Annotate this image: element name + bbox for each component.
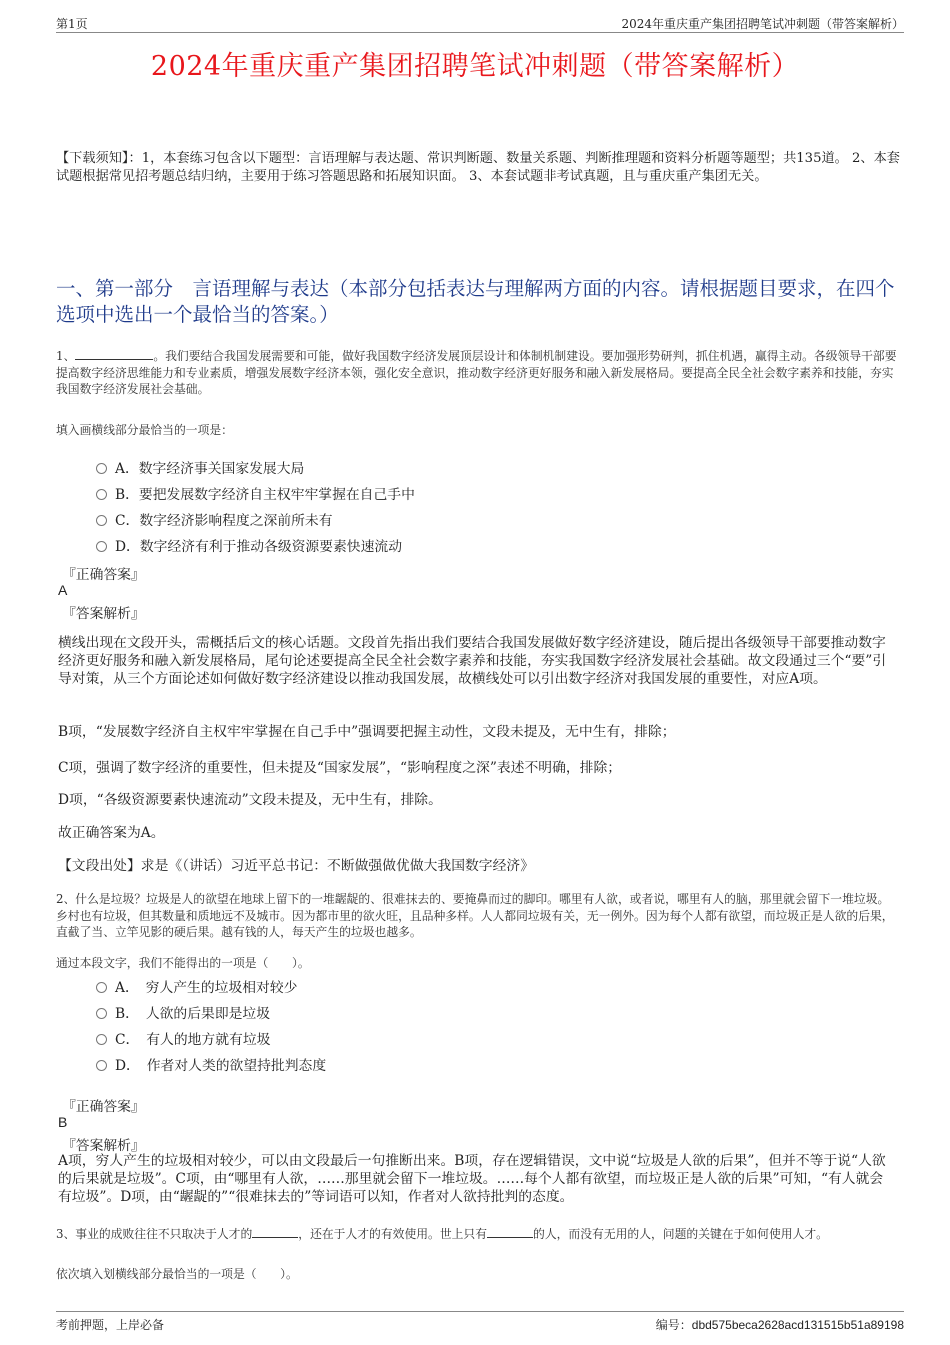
radio-icon[interactable] <box>96 515 107 526</box>
question-1-text <box>56 348 901 398</box>
question-1-body: 。我们要结合我国发展需要和可能，做好我国数字经济发展顶层设计和体制机制建设。要加强形势研判，抓住机遇，赢得主动。各级领导干部要提高数字经济思维能力和专业素质，增强发展数字经济本领，强化安全意识，推动数字经济更好服务和融入新发展格局。要提高全民全社会数字素养和技能，夯实我国数字经济发展社会基础。 <box>56 349 897 396</box>
question-1-prompt: 填入画横线部分最恰当的一项是： <box>56 423 233 437</box>
q1-source: 【文段出处】求是《（讲话）习近平总书记：不断做强做优做大我国数字经济》 <box>58 858 534 874</box>
page-header <box>56 14 904 33</box>
q2-analysis-paragraph: A项，穷人产生的垃圾相对较少，可以由文段最后一句推断出来。B项，存在逻辑错误，文中说“垃圾是人欲的后果”，但并不等于说“人欲的后果就是垃圾”。C项，由“哪里有人欲，……那里就会留下一堆垃圾。……每个人都有欲望，而垃圾正是人欲的后果”可知，“有人就会有垃圾”。D项，由“龌龊的”“很难抹去的”等词语可以知，作者对人欲持批判的态度。 <box>58 1153 886 1205</box>
radio-icon[interactable] <box>96 489 107 500</box>
q1-analysis-b: B项，“发展数字经济自主权牢牢掌握在自己手中”强调要把握主动性，文段未提及，无中生有，排除； <box>58 724 676 740</box>
footer-code: 编号：dbd575beca2628acd131515b51a89198 <box>655 1318 904 1332</box>
q1-answer: A <box>58 582 68 598</box>
q2-option-b[interactable]: B． 人欲的后果即是垃圾 <box>96 1002 270 1022</box>
page-footer <box>56 1311 904 1332</box>
q1-analysis-paragraph: 横线出现在文段开头，需概括后文的核心话题。文段首先指出我们要结合我国发展做好数字经济建设，随后提出各级领导干部要推动数字经济更好服务和融入新发展格局，尾句论述要提高全民全社会数字素养和技能，夯实我国数字经济发展社会基础。故文段通过三个“要”引导对策，从三个方面论述如何做好数字经济建设以推动我国发展，故横线处可以引出数字经济对我国发展的重要性，对应A项。 <box>58 635 887 687</box>
answer-blank <box>75 348 153 360</box>
q2-answer: B <box>58 1114 68 1130</box>
answer-blank <box>487 1226 533 1238</box>
radio-icon[interactable] <box>96 463 107 474</box>
q1-conclusion: 故正确答案为A。 <box>58 825 165 841</box>
q1-analysis-label: 『答案解析』 <box>62 606 145 622</box>
question-2-text: 2、什么是垃圾？垃圾是人的欲望在地球上留下的一堆龌龊的、很难抹去的、要掩鼻而过的脚印。哪里有人欲，或者说，哪里有人的脑，那里就会留下一堆垃圾。乡村也有垃圾，但其数量和质地远不及城市。因为都市里的欲火旺，且品种多样。人人都同垃圾有关，无一例外。因为每个人都有欲望，而垃圾正是人欲的后果，直截了当、立竿见影的硬后果。越有钱的人，每天产生的垃圾也越多。 <box>56 892 894 939</box>
q2-option-d[interactable]: D． 作者对人类的欲望持批判态度 <box>96 1054 326 1074</box>
q1-option-d[interactable]: D．数字经济有利于推动各级资源要素快速流动 <box>96 535 402 555</box>
q1-analysis-d: D项，“各级资源要素快速流动”文段未提及，无中生有，排除。 <box>58 792 442 808</box>
question-2-prompt: 通过本段文字，我们不能得出的一项是（ ）。 <box>56 956 310 970</box>
q2-analysis-label: 『答案解析』 <box>62 1138 145 1154</box>
q2-correct-label: 『正确答案』 <box>62 1099 145 1115</box>
q1-option-a[interactable]: A．数字经济事关国家发展大局 <box>96 457 304 477</box>
q1-analysis-c: C项，强调了数字经济的重要性，但未提及“国家发展”，“影响程度之深”表述不明确，排除； <box>58 760 622 776</box>
header-doc-title: 2024年重庆重产集团招聘笔试冲刺题（带答案解析） <box>621 17 904 31</box>
section-heading: 一、第一部分 言语理解与表达（本部分包括表达与理解两方面的内容。请根据题目要求，在四个选项中选出一个最恰当的答案。） <box>56 277 895 326</box>
footer-slogan: 考前押题，上岸必备 <box>56 1318 165 1332</box>
q1-option-c[interactable]: C．数字经济影响程度之深前所未有 <box>96 509 333 529</box>
q2-option-c[interactable]: C． 有人的地方就有垃圾 <box>96 1028 270 1048</box>
q1-option-b[interactable]: B．要把发展数字经济自主权牢牢掌握在自己手中 <box>96 483 415 503</box>
document-title: 2024年重庆重产集团招聘笔试冲刺题（带答案解析） <box>150 51 800 82</box>
q1-correct-label: 『正确答案』 <box>62 567 145 583</box>
q2-option-a[interactable]: A． 穷人产生的垃圾相对较少 <box>96 976 297 996</box>
answer-blank <box>252 1226 298 1238</box>
page-number: 第1页 <box>56 17 88 31</box>
radio-icon[interactable] <box>96 982 107 993</box>
radio-icon[interactable] <box>96 541 107 552</box>
question-3-text: 3、事业的成败往往不只取决于人才的 ，还在于人才的有效使用。世上只有 的人，而没有无用的人，问题的关键在于如何使用人才。 <box>56 1227 828 1241</box>
radio-icon[interactable] <box>96 1060 107 1071</box>
question-3-prompt: 依次填入划横线部分最恰当的一项是（ ）。 <box>56 1267 298 1281</box>
radio-icon[interactable] <box>96 1008 107 1019</box>
radio-icon[interactable] <box>96 1034 107 1045</box>
question-1-number: 1、 <box>56 349 76 363</box>
download-notice: 【下载须知】：1，本套练习包含以下题型：言语理解与表达题、常识判断题、数量关系题、判断推理题和资料分析题等题型；共135道。 2、本套试题根据常见招考题总结归纳，主要用于练习答题思路和拓展知识面。 3、本套试题非考试真题，且与重庆重产集团无关。 <box>56 151 900 184</box>
